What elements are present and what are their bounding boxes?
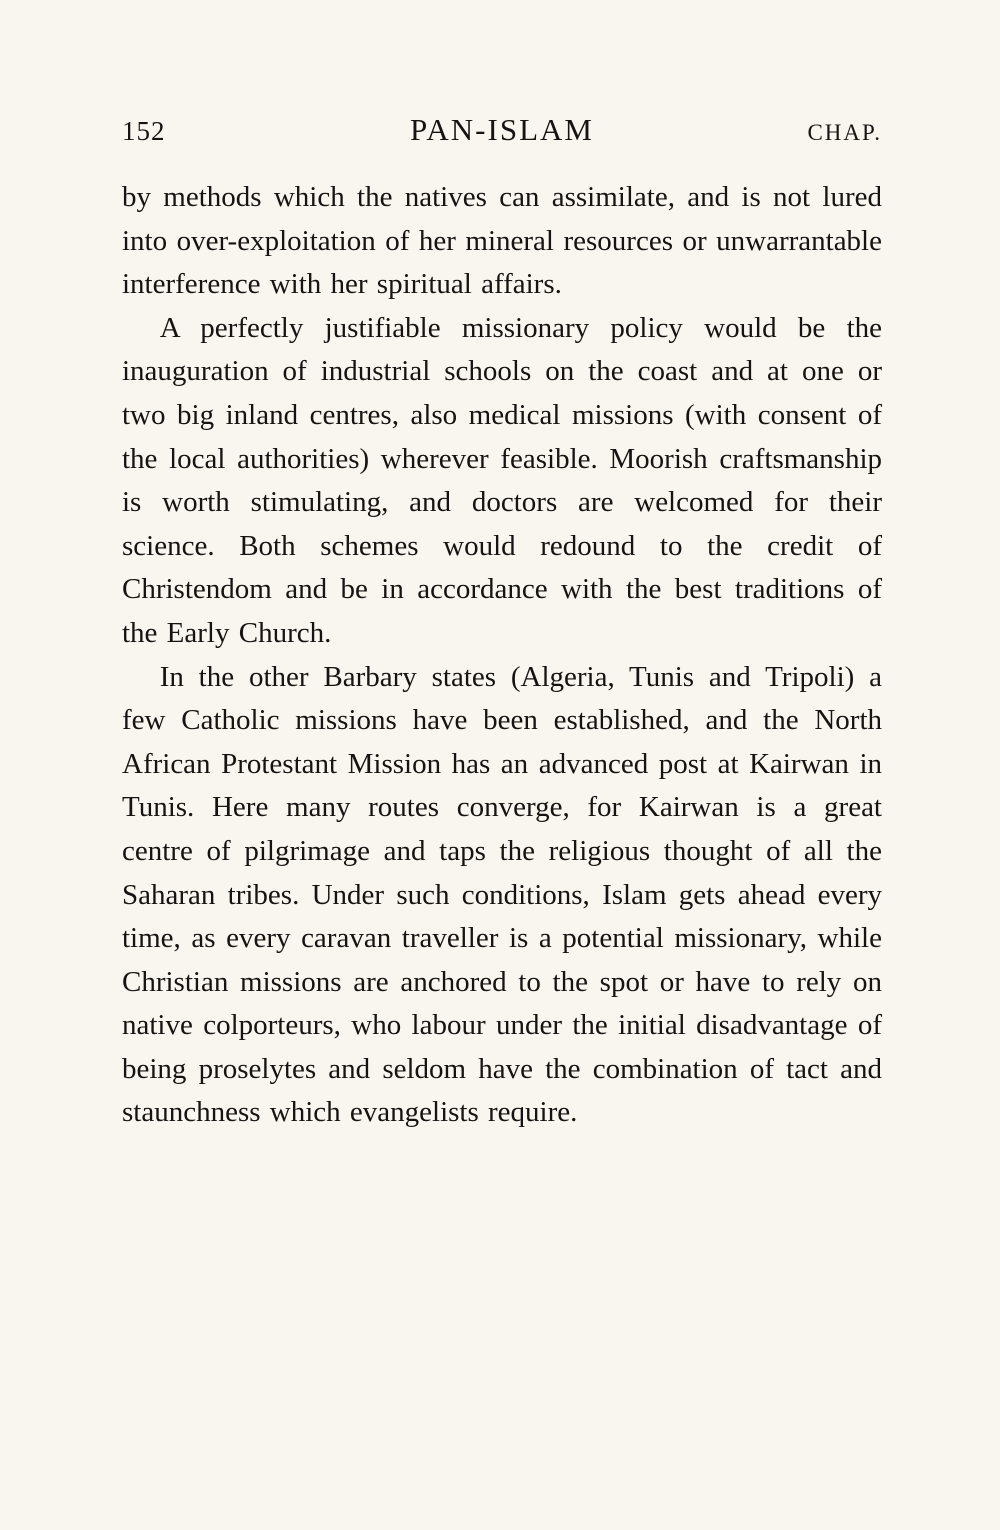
paragraph: A perfectly justifiable missionary policy would be the inauguration of industrial schools on the coast and at one or two big inland centres, also medical missions (with consent of the local authorities) wherever feasible. Moorish craftsmanship is worth stimulating, and doctors are welcomed for their science. Both schemes would redound to the credit of Christendom and be in accordance with the best traditions of the Early Church. bbox=[122, 311, 882, 649]
page-title: PAN-ISLAM bbox=[410, 112, 594, 147]
paragraph: by methods which the natives can assimilate, and is not lured into over-exploitation of her mineral resources or unwarrantable interference with her spiritual affairs. bbox=[122, 181, 882, 301]
running-head bbox=[122, 112, 882, 148]
chapter-label: CHAP. bbox=[807, 120, 882, 145]
paragraph: In the other Barbary states (Algeria, Tunis and Tripoli) a few Catholic missions have been established, and the North African Protestant Mission has an advanced post at Kairwan in Tunis. Here many routes converge, for Kairwan is a great centre of pilgrimage and taps the religious thought of all the Saharan tribes. Under such conditions, Islam gets ahead every time, as every caravan traveller is a potential missionary, while Christian missions are anchored to the spot or have to rely on native colporteurs, who labour under the initial disadvantage of being proselytes and seldom have the combination of tact and staunchness which evangelists require. bbox=[122, 660, 882, 1129]
page-body bbox=[122, 176, 882, 1135]
page-number: 152 bbox=[122, 116, 166, 146]
